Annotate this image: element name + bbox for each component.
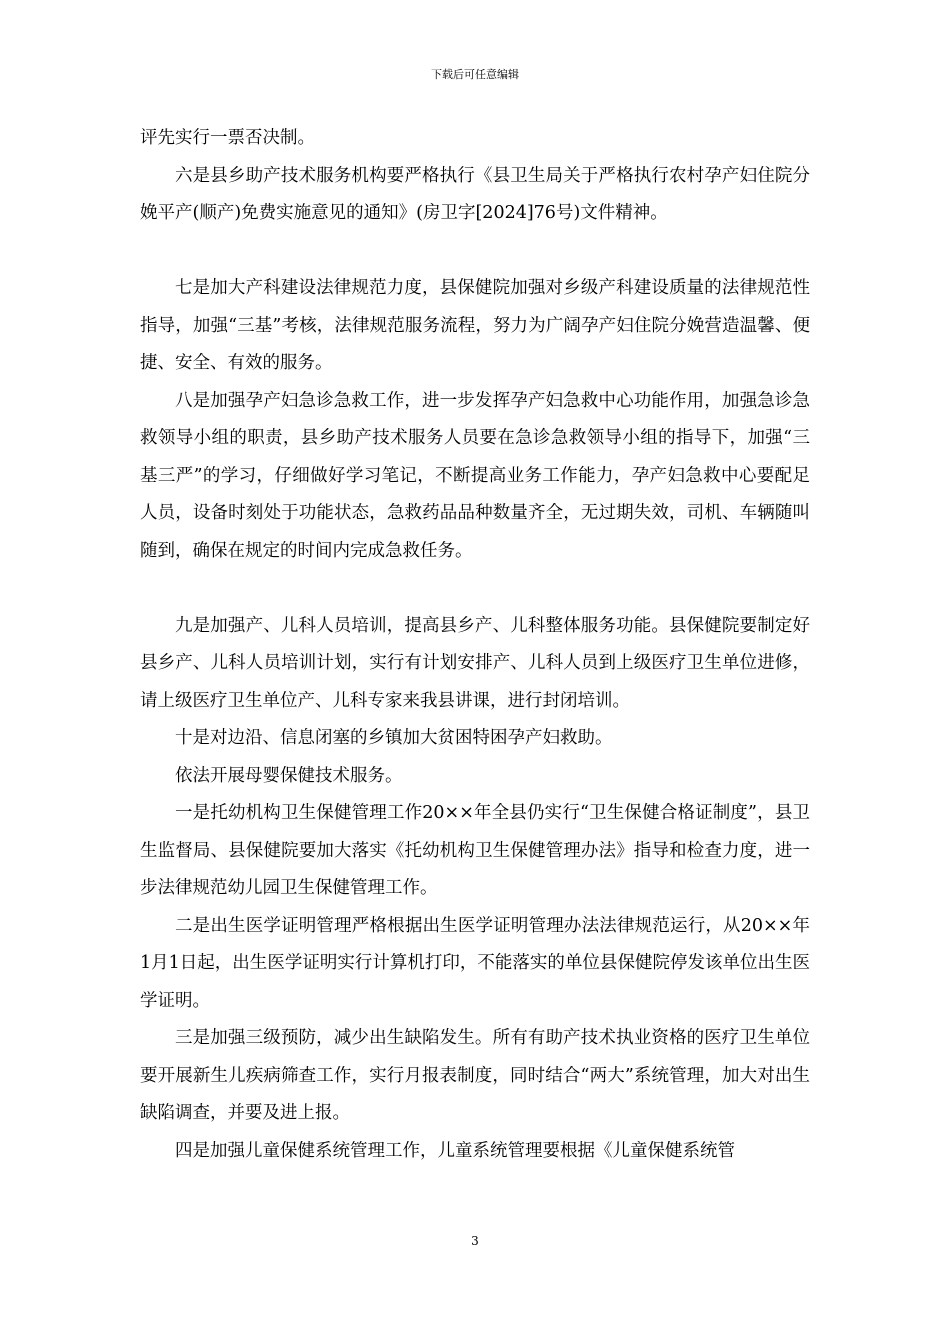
paragraph-item-8: 八是加强孕产妇急诊急救工作，进一步发挥孕产妇急救中心功能作用，加强急诊急救领导小组的职责，县乡助产技术服务人员要在急诊急救领导小组的指导下，加强“三基三严”的学习，仔细做好学习笔记，不断提高业务工作能力，孕产妇急救中心要配足人员，设备时刻处于功能状态，急救药品品种数量齐全，无过期失效，司机、车辆随叫随到，确保在规定的时间内完成急救任务。 xyxy=(140,390,810,561)
paragraph-item-10: 十是对边沿、信息闭塞的乡镇加大贫困特困孕产妇救助。 xyxy=(175,728,613,748)
paragraph-item-7: 七是加大产科建设法律规范力度，县保健院加强对乡级产科建设质量的法律规范性指导，加强“三基”考核，法律规范服务流程，努力为广阔孕产妇住院分娩营造温馨、便捷、安全、有效的服务。 xyxy=(140,278,810,373)
paragraph-section-3: 三是加强三级预防，减少出生缺陷发生。所有有助产技术执业资格的医疗卫生单位要开展新生儿疾病筛查工作，实行月报表制度，同时结合“两大”系统管理，加大对出生缺陷调查，并要及进上报。 xyxy=(140,1028,810,1123)
paragraph-spacer xyxy=(140,233,810,271)
paragraph-section-1: 一是托幼机构卫生保健管理工作20××年全县仍实行“卫生保健合格证制度”，县卫生监督局、县保健院要加大落实《托幼机构卫生保健管理办法》指导和检查力度，进一步法律规范幼儿园卫生保健管理工作。 xyxy=(140,803,810,898)
paragraph-section-2: 二是出生医学证明管理严格根据出生医学证明管理办法法律规范运行，从20××年1月1日起，出生医学证明实行计算机打印，不能落实的单位县保健院停发该单位出生医学证明。 xyxy=(140,915,810,1011)
paragraph-item-6: 六是县乡助产技术服务机构要严格执行《县卫生局关于严格执行农村孕产妇住院分娩平产(顺产)免费实施意见的通知》(房卫字[2024]76号)文件精神。 xyxy=(140,165,810,223)
page-number: 3 xyxy=(471,1234,479,1248)
section-heading: 依法开展母婴保健技术服务。 xyxy=(175,765,403,786)
page-header: 下载后可任意编辑 xyxy=(431,68,519,81)
paragraph-spacer xyxy=(140,570,810,608)
paragraph-section-4: 四是加强儿童保健系统管理工作，儿童系统管理要根据《儿童保健系统管 xyxy=(175,1140,735,1161)
document-body xyxy=(140,120,810,1170)
paragraph-continuation: 评先实行一票否决制。 xyxy=(140,128,315,148)
paragraph-item-9: 九是加强产、儿科人员培训，提高县乡产、儿科整体服务功能。县保健院要制定好县乡产、儿科人员培训计划，实行有计划安排产、儿科人员到上级医疗卫生单位进修，请上级医疗卫生单位产、儿科专家来我县讲课，进行封闭培训。 xyxy=(140,615,810,711)
